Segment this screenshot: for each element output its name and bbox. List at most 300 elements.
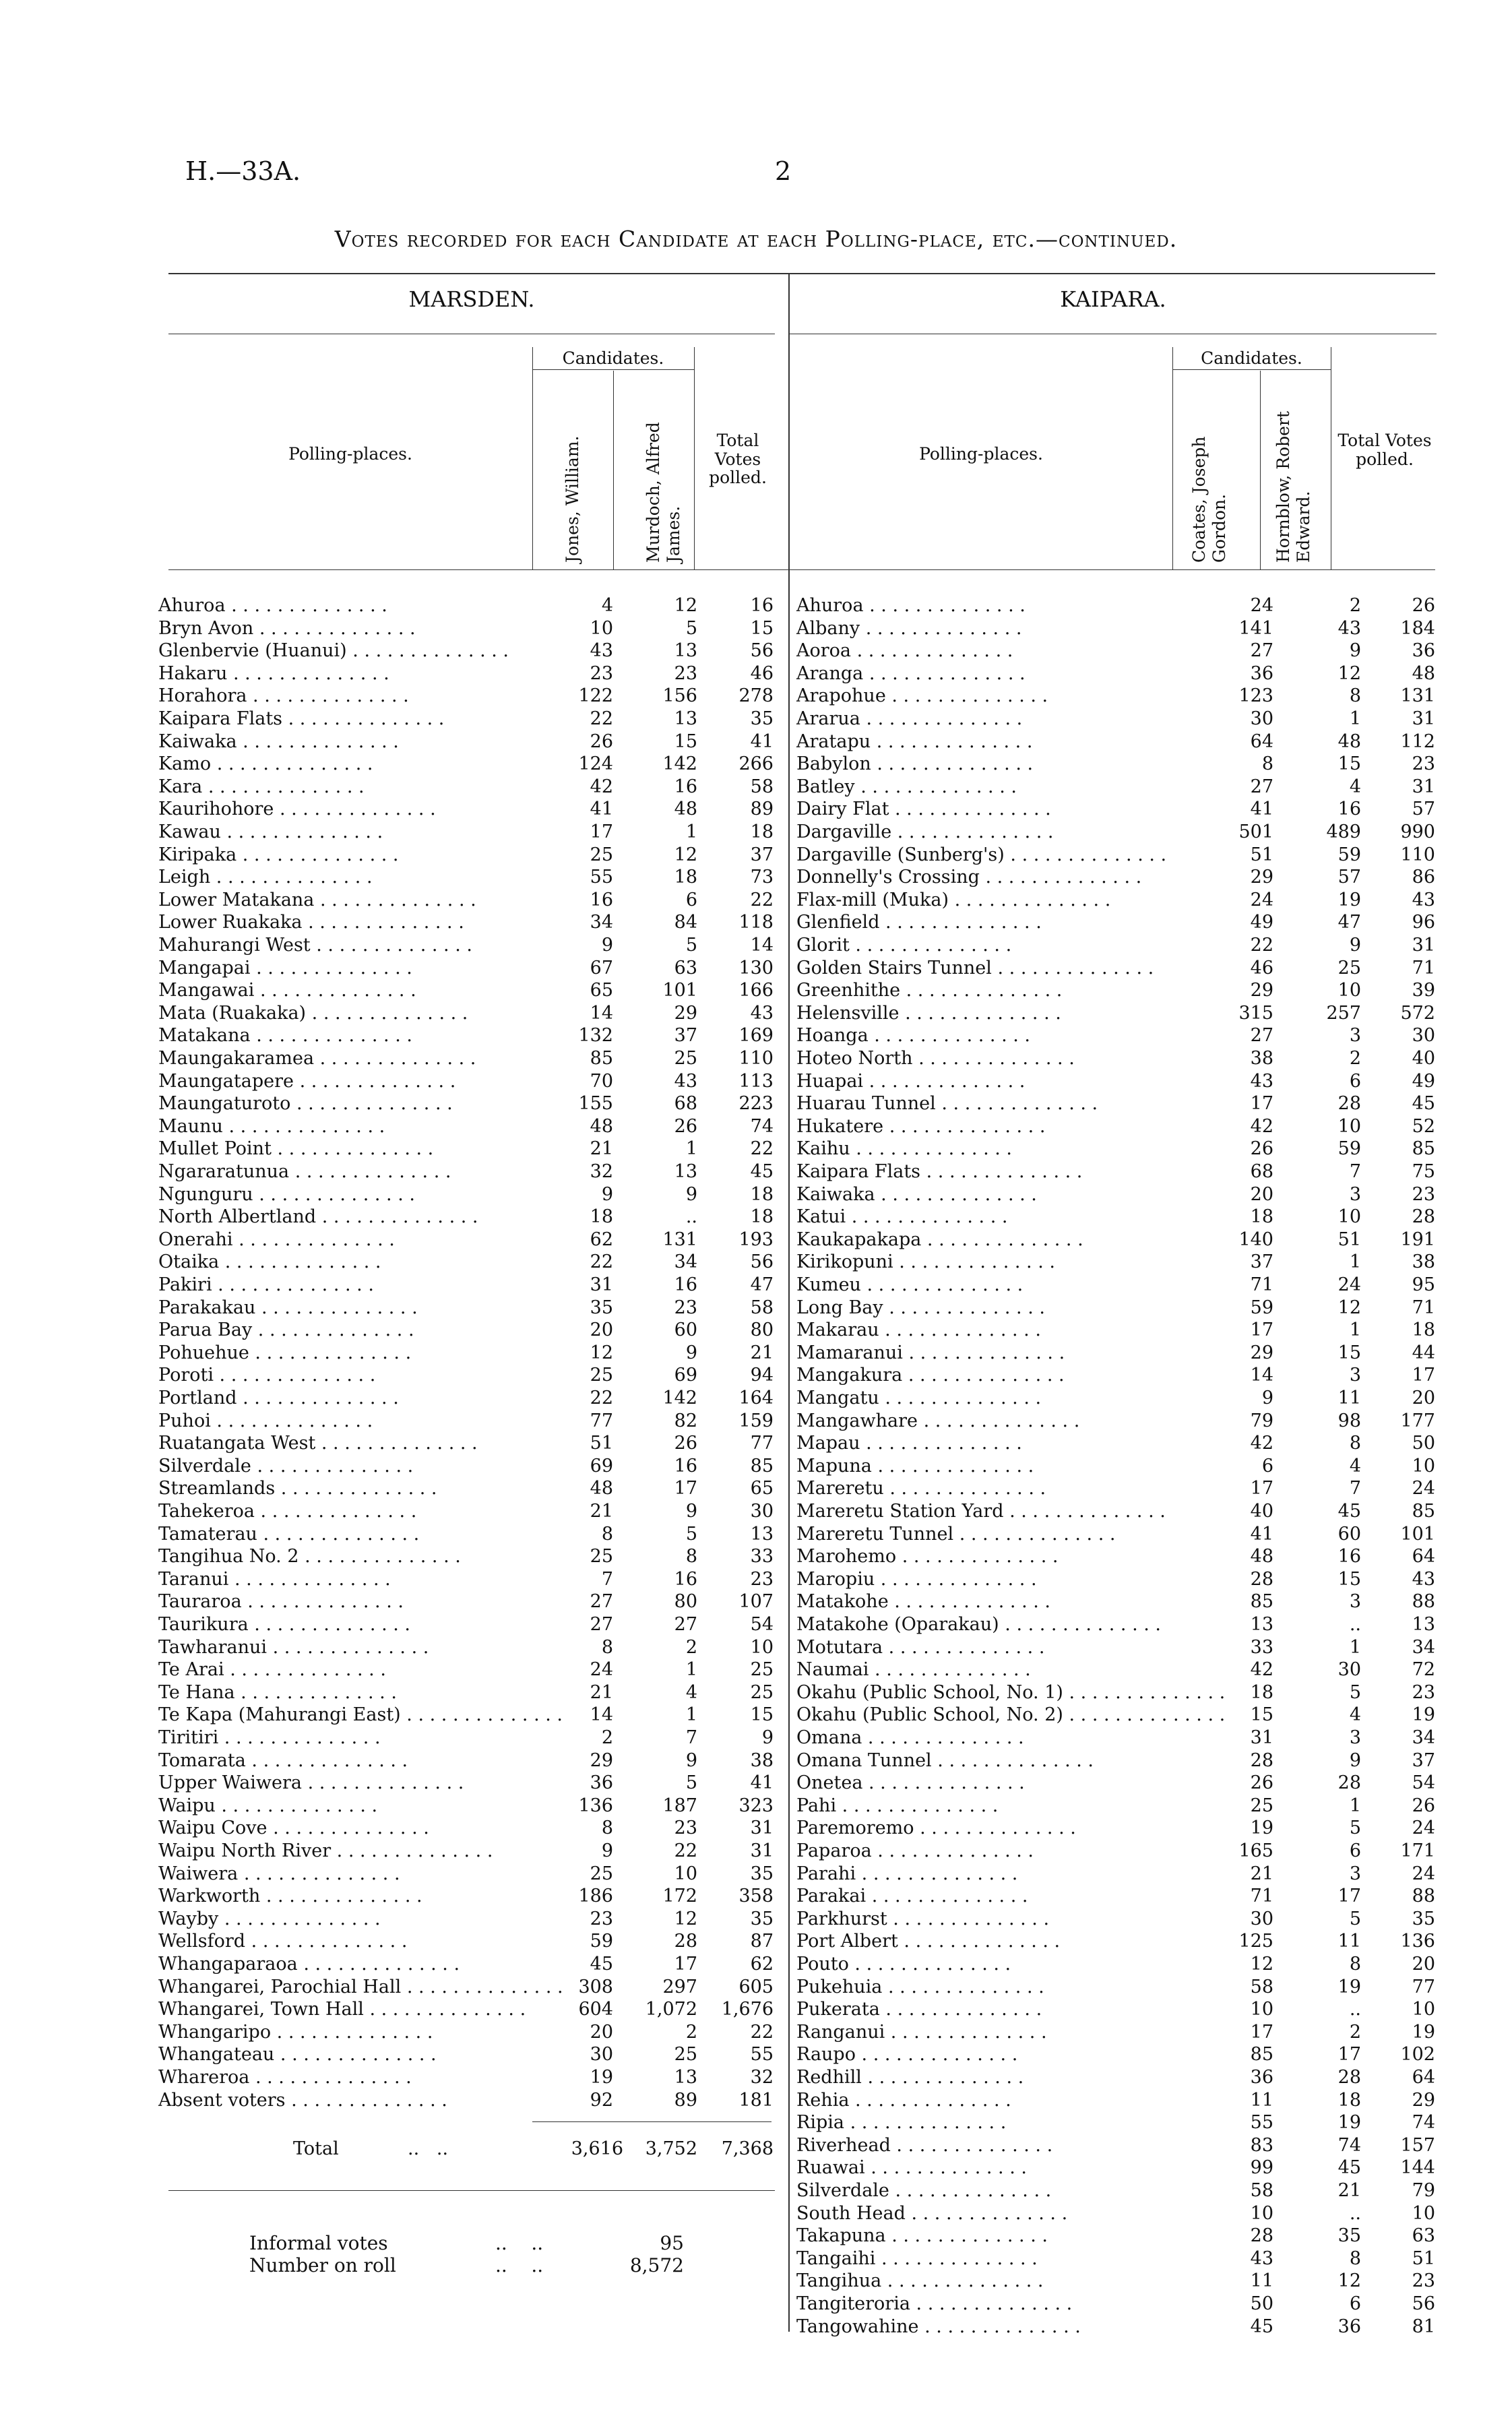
candidate-2-votes: 9 xyxy=(1349,640,1361,662)
polling-place-name: Tangaihi . . . . . . . . . . . . . . xyxy=(796,2247,1038,2269)
polling-place-name: Waipu Cove . . . . . . . . . . . . . . xyxy=(158,1818,429,1839)
candidate-2-votes: 1 xyxy=(1349,1251,1361,1273)
table-row xyxy=(158,1047,774,1070)
table-row xyxy=(158,1523,774,1546)
candidate-1-votes: 77 xyxy=(590,1410,613,1431)
total-votes: 43 xyxy=(750,1002,774,1024)
candidate-2-votes: 28 xyxy=(1337,2067,1361,2088)
candidate-1-votes: 2 xyxy=(601,1727,613,1748)
table-row xyxy=(796,1727,1437,1749)
candidate-2-votes: 36 xyxy=(1337,2316,1361,2337)
candidate-1-votes: 27 xyxy=(1250,1025,1273,1047)
candidate-2-votes: 57 xyxy=(1337,867,1361,888)
candidate-1-votes: 23 xyxy=(590,662,613,684)
candidate-2-votes: 3 xyxy=(1349,1727,1361,1748)
candidate-1-votes: 21 xyxy=(590,1681,613,1703)
table-row xyxy=(796,1908,1437,1931)
table-row xyxy=(158,640,774,662)
total-votes: 20 xyxy=(1412,1954,1435,1975)
candidate-2-votes: 2 xyxy=(1349,595,1361,616)
table-row xyxy=(796,1477,1437,1500)
table-row xyxy=(158,594,774,617)
polling-place-name: Paremoremo . . . . . . . . . . . . . . xyxy=(796,1818,1076,1839)
total-votes: 45 xyxy=(1412,1093,1435,1115)
candidate-2-votes: 69 xyxy=(674,1365,697,1386)
candidate-2-votes: 12 xyxy=(674,844,697,865)
table-row xyxy=(158,1092,774,1115)
candidate-2-votes: 27 xyxy=(674,1614,697,1635)
candidate-2-votes: 4 xyxy=(1349,1704,1361,1726)
candidate-1-votes: 25 xyxy=(1250,1795,1273,1816)
candidate-2-votes: 17 xyxy=(674,1478,697,1499)
candidate-1-votes: 20 xyxy=(590,2021,613,2043)
polling-place-name: Tangiteroria . . . . . . . . . . . . . . xyxy=(796,2293,1073,2314)
table-row xyxy=(796,1704,1437,1727)
table-row xyxy=(158,1342,774,1365)
candidate-1-votes: 36 xyxy=(1250,662,1273,684)
table-row xyxy=(796,1568,1437,1591)
total-votes: 572 xyxy=(1400,1002,1435,1024)
marsden-total-row xyxy=(168,2138,775,2161)
table-row xyxy=(158,1160,774,1183)
polling-place-name: Mangatu . . . . . . . . . . . . . . xyxy=(796,1388,1042,1408)
table-row xyxy=(158,2021,774,2044)
candidate-1-votes: 25 xyxy=(590,844,613,865)
candidate-2-votes: 60 xyxy=(674,1320,697,1341)
table-row xyxy=(796,753,1437,776)
table-row xyxy=(158,1704,774,1727)
table-row xyxy=(796,1274,1437,1297)
page-reference: H.—33A. xyxy=(185,156,301,186)
candidate-1-votes: 18 xyxy=(590,1206,613,1228)
table-row xyxy=(158,1387,774,1410)
polling-place-name: Kaihu . . . . . . . . . . . . . . xyxy=(796,1138,1012,1160)
polling-place-name: Parua Bay . . . . . . . . . . . . . . xyxy=(158,1320,414,1341)
total-votes: 9 xyxy=(761,1727,774,1748)
candidate-1-votes: 17 xyxy=(1250,2021,1273,2043)
candidate-1-votes: 122 xyxy=(578,685,613,707)
candidate-1-votes: 33 xyxy=(1250,1636,1273,1658)
candidate-2-votes: 16 xyxy=(1337,799,1361,820)
candidate-1-votes: 28 xyxy=(1250,1568,1273,1590)
polling-place-name: Mata (Ruakaka) . . . . . . . . . . . . . . xyxy=(158,1002,468,1024)
candidate-1-votes: 14 xyxy=(590,1704,613,1726)
candidate-2-votes: 8 xyxy=(1349,685,1361,707)
polling-place-name: Parahi . . . . . . . . . . . . . . xyxy=(796,1863,1018,1884)
total-votes: 62 xyxy=(750,1954,774,1975)
candidate-1-votes: 42 xyxy=(1250,1115,1273,1137)
polling-place-name: Paparoa . . . . . . . . . . . . . . xyxy=(796,1840,1034,1861)
table-row xyxy=(158,821,774,844)
candidate-2-votes: 82 xyxy=(674,1410,697,1431)
total-votes: 171 xyxy=(1400,1840,1435,1861)
polling-place-name: Mullet Point . . . . . . . . . . . . . . xyxy=(158,1138,434,1160)
polling-place-name: Dargaville (Sunberg's) . . . . . . . . . . . . . . xyxy=(796,844,1167,865)
candidate-1-votes: 55 xyxy=(1250,2112,1273,2134)
table-row xyxy=(796,2134,1437,2157)
total-votes: 223 xyxy=(738,1093,774,1115)
polling-place-name: Ararua . . . . . . . . . . . . . . xyxy=(796,708,1023,729)
candidate-2-votes: 24 xyxy=(1337,1274,1361,1295)
table-row xyxy=(158,1885,774,1908)
total-votes: 191 xyxy=(1400,1229,1435,1250)
table-row xyxy=(158,2043,774,2066)
candidate-2-votes: 89 xyxy=(674,2089,697,2111)
polling-place-name: Hoteo North . . . . . . . . . . . . . . xyxy=(796,1048,1075,1069)
total-votes: 14 xyxy=(750,935,774,956)
total-votes: 323 xyxy=(738,1795,774,1816)
polling-place-name: Long Bay . . . . . . . . . . . . . . xyxy=(796,1297,1045,1318)
polling-place-name: Mangakura . . . . . . . . . . . . . . xyxy=(796,1365,1065,1386)
center-divider xyxy=(788,273,790,2332)
polling-place-name: Tangihua No. 2 . . . . . . . . . . . . . . xyxy=(158,1546,461,1568)
polling-place-name: Tauraroa . . . . . . . . . . . . . . xyxy=(158,1591,404,1613)
table-row xyxy=(796,1024,1437,1047)
total-votes: 88 xyxy=(1412,1886,1435,1907)
candidate-2-votes: 7 xyxy=(1349,1161,1361,1182)
candidate-1-votes: 24 xyxy=(590,1659,613,1681)
candidate-1-votes: 9 xyxy=(601,935,613,956)
table-row xyxy=(796,2043,1437,2066)
candidate-2-votes: 16 xyxy=(674,1568,697,1590)
candidate-2-votes: 25 xyxy=(674,2044,697,2066)
candidate-1-votes: 9 xyxy=(601,1840,613,1861)
candidate-2-votes: 17 xyxy=(674,1954,697,1975)
candidate-2-votes: 19 xyxy=(1337,2112,1361,2134)
table-row xyxy=(158,1840,774,1863)
header-bottom-rule xyxy=(168,569,1435,570)
candidate-2-votes: 26 xyxy=(674,1433,697,1454)
table-row xyxy=(796,1070,1437,1093)
candidate-1-votes: 8 xyxy=(601,1523,613,1545)
table-row xyxy=(158,1455,774,1478)
candidate-1-votes: 58 xyxy=(1250,1976,1273,1997)
candidate-2-votes: 16 xyxy=(674,776,697,797)
candidate-2-votes: 18 xyxy=(674,867,697,888)
total-votes: 144 xyxy=(1400,2157,1435,2179)
table-row xyxy=(796,594,1437,617)
candidate-2-votes: 2 xyxy=(1349,2021,1361,2043)
candidate-1-votes: 7 xyxy=(601,1568,613,1590)
polling-place-name: Lower Ruakaka . . . . . . . . . . . . . . xyxy=(158,912,464,933)
polling-place-name: Onetea . . . . . . . . . . . . . . xyxy=(796,1772,1025,1794)
candidate-1-votes: 41 xyxy=(1250,799,1273,820)
total-votes: 19 xyxy=(1412,1704,1435,1726)
candidate-2-votes: 16 xyxy=(1337,1546,1361,1568)
candidate-2-votes: 15 xyxy=(1337,753,1361,775)
polling-place-name: Matakohe . . . . . . . . . . . . . . xyxy=(796,1591,1050,1613)
candidate-1-votes: 46 xyxy=(1250,957,1273,979)
table-row xyxy=(796,2247,1437,2270)
table-row xyxy=(796,1297,1437,1320)
table-row xyxy=(796,2021,1437,2044)
table-row xyxy=(796,640,1437,662)
polling-place-name: Aoroa . . . . . . . . . . . . . . xyxy=(796,640,1013,662)
polling-place-name: Mapuna . . . . . . . . . . . . . . xyxy=(796,1455,1034,1477)
table-row xyxy=(158,1658,774,1681)
candidate-2-votes: 16 xyxy=(674,1274,697,1295)
candidate-2-votes: 16 xyxy=(674,1455,697,1477)
table-row xyxy=(796,1749,1437,1772)
table-row xyxy=(158,1998,774,2021)
total-votes: 51 xyxy=(1412,2247,1435,2269)
total-votes: 89 xyxy=(750,799,774,820)
polling-place-name: Omana Tunnel . . . . . . . . . . . . . . xyxy=(796,1749,1094,1771)
candidate-2-votes: 12 xyxy=(1337,2270,1361,2292)
candidate-2-votes: 28 xyxy=(1337,1772,1361,1794)
polling-place-name: Ahuroa . . . . . . . . . . . . . . xyxy=(158,595,387,616)
table-row xyxy=(796,1545,1437,1568)
total-votes: 30 xyxy=(1412,1025,1435,1047)
polling-place-name: Ranganui . . . . . . . . . . . . . . xyxy=(796,2021,1047,2043)
polling-place-name: Onerahi . . . . . . . . . . . . . . xyxy=(158,1229,395,1250)
candidate-1-votes: 27 xyxy=(1250,776,1273,797)
table-row xyxy=(158,1115,774,1138)
polling-place-name: Batley . . . . . . . . . . . . . . xyxy=(796,776,1017,797)
polling-place-name: Tahekeroa . . . . . . . . . . . . . . xyxy=(158,1501,417,1522)
total-votes: 10 xyxy=(1412,1455,1435,1477)
candidate-1-votes: 17 xyxy=(590,821,613,842)
kaipara-heading: KAIPARA. xyxy=(1060,286,1166,312)
table-row xyxy=(796,1002,1437,1025)
polling-place-name: Pahi . . . . . . . . . . . . . . xyxy=(796,1795,999,1816)
candidate-2-votes: 13 xyxy=(674,708,697,729)
candidate-2-votes: 45 xyxy=(1337,2157,1361,2179)
candidate-2-votes: 6 xyxy=(685,889,697,910)
total-votes: 64 xyxy=(1412,1546,1435,1568)
table-row xyxy=(158,662,774,685)
candidate-2-votes: 10 xyxy=(1337,1115,1361,1137)
candidate-1-votes: 70 xyxy=(590,1070,613,1092)
table-row xyxy=(796,1387,1437,1410)
total-votes: 95 xyxy=(1412,1274,1435,1295)
total-votes: 130 xyxy=(738,957,774,979)
polling-place-name: Bryn Avon . . . . . . . . . . . . . . xyxy=(158,617,416,639)
total-votes: 88 xyxy=(1412,1591,1435,1613)
polling-place-name: Ripia . . . . . . . . . . . . . . xyxy=(796,2112,1007,2134)
table-row xyxy=(796,911,1437,934)
total-votes: 56 xyxy=(750,640,774,662)
candidate-1-votes: 43 xyxy=(1250,2247,1273,2269)
polling-place-name: Mahurangi West . . . . . . . . . . . . . . xyxy=(158,935,472,956)
table-row xyxy=(158,911,774,934)
polling-place-name: Mangawai . . . . . . . . . . . . . . xyxy=(158,980,416,1001)
polling-place-name: Parkhurst . . . . . . . . . . . . . . xyxy=(796,1908,1050,1929)
candidate-2-votes: 68 xyxy=(674,1093,697,1115)
candidate-1-votes: 79 xyxy=(1250,1410,1273,1431)
polling-place-name: Parakai . . . . . . . . . . . . . . xyxy=(796,1886,1028,1907)
total-votes: 25 xyxy=(750,1681,774,1703)
candidate-1-votes: 6 xyxy=(1261,1455,1273,1477)
candidate-1-votes: 9 xyxy=(1261,1388,1273,1408)
candidate-2-votes: 63 xyxy=(674,957,697,979)
polling-place-name: Kaiwaka . . . . . . . . . . . . . . xyxy=(158,731,399,752)
candidate-1-votes: 22 xyxy=(590,708,613,729)
candidate-1-votes: 8 xyxy=(601,1818,613,1839)
candidate-1-votes: 62 xyxy=(590,1229,613,1250)
candidate-1-votes: 28 xyxy=(1250,1749,1273,1771)
candidate-2-votes: 12 xyxy=(674,595,697,616)
candidate-2-votes: 19 xyxy=(1337,889,1361,910)
table-row xyxy=(158,1568,774,1591)
candidate-2-votes: 3 xyxy=(1349,1183,1361,1205)
total-votes: 13 xyxy=(750,1523,774,1545)
total-votes: 87 xyxy=(750,1931,774,1952)
polling-place-name: Kumeu . . . . . . . . . . . . . . xyxy=(796,1274,1023,1295)
polling-place-name: Mareretu Station Yard . . . . . . . . . . . . . . xyxy=(796,1501,1166,1522)
table-row xyxy=(796,2179,1437,2202)
polling-place-name: Port Albert . . . . . . . . . . . . . . xyxy=(796,1931,1061,1952)
polling-place-name: Whangarei, Parochial Hall . . . . . . . . . . . . . . xyxy=(158,1976,563,1997)
candidate-1-votes: 24 xyxy=(1250,889,1273,910)
candidate-1-votes: 41 xyxy=(590,799,613,820)
total-votes: 54 xyxy=(1412,1772,1435,1794)
total-votes: 358 xyxy=(738,1886,774,1907)
candidate-1-votes: 4 xyxy=(601,595,613,616)
total-votes: 164 xyxy=(738,1388,774,1408)
candidate-1-votes: 10 xyxy=(1250,1999,1273,2020)
table-row xyxy=(158,889,774,912)
polling-place-name: Glenbervie (Huanui) . . . . . . . . . . . . . . xyxy=(158,640,509,662)
candidate-2-votes: 6 xyxy=(1349,2293,1361,2314)
total-votes: 79 xyxy=(1412,2180,1435,2201)
candidate-1-votes: 71 xyxy=(1250,1886,1273,1907)
polling-place-name: Omana . . . . . . . . . . . . . . xyxy=(796,1727,1024,1748)
kaipara-total-header: Total Votes polled. xyxy=(1337,431,1432,469)
candidate-1-votes: 42 xyxy=(1250,1659,1273,1681)
polling-place-name: Greenhithe . . . . . . . . . . . . . . xyxy=(796,980,1063,1001)
candidate-2-votes: 12 xyxy=(1337,1297,1361,1318)
table-row xyxy=(796,866,1437,889)
table-row xyxy=(158,1364,774,1387)
title-rule xyxy=(168,273,1435,274)
polling-place-name: Maungakaramea . . . . . . . . . . . . . . xyxy=(158,1048,476,1069)
candidate-1-votes: 59 xyxy=(590,1931,613,1952)
candidate-1-votes: 67 xyxy=(590,957,613,979)
polling-place-name: Babylon . . . . . . . . . . . . . . xyxy=(796,753,1034,775)
table-row xyxy=(796,1590,1437,1613)
polling-place-name: Huarau Tunnel . . . . . . . . . . . . . . xyxy=(796,1093,1098,1115)
total-votes: 278 xyxy=(738,685,774,707)
total-votes: 58 xyxy=(750,776,774,797)
total-votes: 113 xyxy=(738,1070,774,1092)
candidate-1-votes: 30 xyxy=(590,2044,613,2066)
total-votes: 43 xyxy=(1412,889,1435,910)
polling-place-name: Wellsford . . . . . . . . . . . . . . xyxy=(158,1931,408,1952)
candidate-2-votes: 15 xyxy=(674,731,697,752)
total-votes: 37 xyxy=(750,844,774,865)
polling-place-name: Rehia . . . . . . . . . . . . . . xyxy=(796,2089,1011,2111)
candidate-2-votes: 131 xyxy=(662,1229,697,1250)
informal-votes-value: 95 xyxy=(660,2232,684,2254)
candidate-1-votes: 16 xyxy=(590,889,613,910)
table-row xyxy=(796,957,1437,980)
table-row xyxy=(158,1070,774,1093)
candidate-2-votes: 74 xyxy=(1337,2134,1361,2156)
kaipara-col-rule xyxy=(1260,371,1261,569)
table-row xyxy=(158,2089,774,2112)
candidate-2-votes: 23 xyxy=(674,1297,697,1318)
total-votes: 31 xyxy=(750,1840,774,1861)
candidate-1-votes: 20 xyxy=(1250,1183,1273,1205)
total-votes: 73 xyxy=(750,867,774,888)
candidate-1-votes: 12 xyxy=(1250,1954,1273,1975)
marsden-candidate-1-header: Jones, William. xyxy=(563,435,582,563)
roll-leader: .. .. xyxy=(495,2254,544,2276)
polling-place-name: Parakakau . . . . . . . . . . . . . . xyxy=(158,1297,418,1318)
polling-place-name: Maropiu . . . . . . . . . . . . . . xyxy=(796,1568,1037,1590)
table-row xyxy=(796,1115,1437,1138)
total-votes: 21 xyxy=(750,1342,774,1363)
table-row xyxy=(796,1410,1437,1433)
candidate-1-votes: 48 xyxy=(590,1115,613,1137)
informal-votes-label: Informal votes xyxy=(249,2232,388,2254)
candidate-2-votes: 2 xyxy=(685,2021,697,2043)
candidate-2-votes: 45 xyxy=(1337,1501,1361,1522)
candidate-1-votes: 315 xyxy=(1238,1002,1273,1024)
candidate-1-votes: 83 xyxy=(1250,2134,1273,2156)
total-votes: 136 xyxy=(1400,1931,1435,1952)
polling-place-name: Portland . . . . . . . . . . . . . . xyxy=(158,1388,399,1408)
total-votes: 81 xyxy=(1412,2316,1435,2337)
candidate-1-votes: 21 xyxy=(590,1138,613,1160)
candidate-1-votes: 604 xyxy=(578,1999,613,2020)
table-row xyxy=(158,617,774,640)
candidate-1-votes: 27 xyxy=(590,1614,613,1635)
roll-value: 8,572 xyxy=(629,2254,684,2276)
candidate-2-votes: 6 xyxy=(1349,1840,1361,1861)
candidate-1-votes: 26 xyxy=(590,731,613,752)
candidate-2-votes: 257 xyxy=(1326,1002,1361,1024)
total-votes: 29 xyxy=(1412,2089,1435,2111)
total-votes: 38 xyxy=(750,1749,774,1771)
marsden-bottom-rule xyxy=(168,2190,775,2191)
candidate-1-votes: 92 xyxy=(590,2089,613,2111)
candidate-1-votes: 45 xyxy=(590,1954,613,1975)
table-row xyxy=(796,2202,1437,2225)
table-row xyxy=(796,1930,1437,1953)
candidate-2-votes: 9 xyxy=(685,1501,697,1522)
candidate-2-votes: 5 xyxy=(685,935,697,956)
total-votes: 32 xyxy=(750,2067,774,2088)
table-row xyxy=(796,1636,1437,1659)
candidate-2-votes: 5 xyxy=(685,1772,697,1794)
candidate-2-votes: 11 xyxy=(1337,1931,1361,1952)
total-votes: 110 xyxy=(1400,844,1435,865)
candidate-1-votes: 29 xyxy=(1250,980,1273,1001)
table-row xyxy=(796,2066,1437,2089)
polling-place-name: Ruatangata West . . . . . . . . . . . . . . xyxy=(158,1433,478,1454)
candidate-1-votes: 141 xyxy=(1238,617,1273,639)
candidate-2-votes: 3 xyxy=(1349,1365,1361,1386)
table-row xyxy=(158,731,774,753)
candidate-2-votes: 1 xyxy=(685,1659,697,1681)
polling-place-name: Kaukapakapa . . . . . . . . . . . . . . xyxy=(796,1229,1083,1250)
table-row xyxy=(796,1500,1437,1523)
table-row xyxy=(796,1523,1437,1546)
polling-place-name: Kaiwaka . . . . . . . . . . . . . . xyxy=(796,1183,1037,1205)
polling-place-name: Glenfield . . . . . . . . . . . . . . xyxy=(796,912,1042,933)
candidate-2-votes: 8 xyxy=(1349,1433,1361,1454)
candidate-2-votes: 9 xyxy=(685,1183,697,1205)
total-votes: 86 xyxy=(1412,867,1435,888)
table-row xyxy=(158,1138,774,1160)
candidate-2-votes: 5 xyxy=(1349,1818,1361,1839)
table-row xyxy=(158,708,774,731)
polling-place-name: Maunu . . . . . . . . . . . . . . xyxy=(158,1115,385,1137)
total-votes: 71 xyxy=(1412,957,1435,979)
candidate-1-votes: 26 xyxy=(1250,1772,1273,1794)
